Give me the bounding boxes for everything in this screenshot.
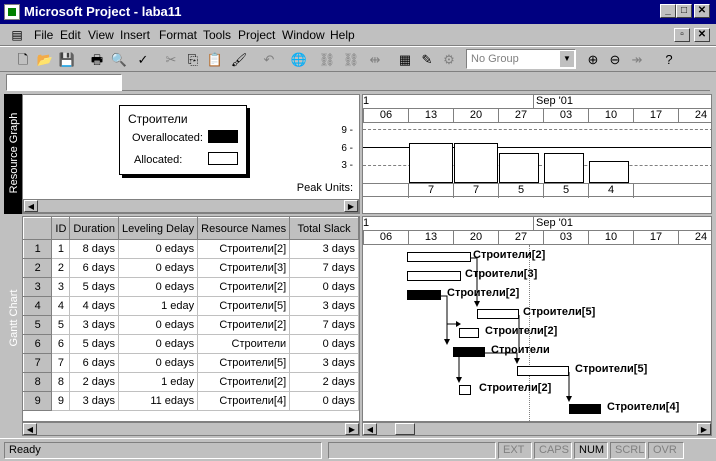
status-ready: Ready [4, 442, 322, 459]
cut-icon[interactable]: ✂ [165, 52, 177, 67]
split-task-icon[interactable]: ⇹ [369, 52, 381, 67]
menu-edit[interactable]: Edit [60, 28, 81, 42]
legend-title: Строители [128, 112, 188, 126]
peak-units-value: 4 [588, 184, 633, 198]
legend-overallocated-swatch [208, 130, 238, 143]
maximize-button[interactable]: □ [676, 4, 692, 18]
dependency-links [363, 217, 712, 422]
gantt-bar-label: Строители[2] [447, 287, 520, 299]
entry-field[interactable] [6, 74, 122, 91]
peak-units-label: Peak Units: [296, 182, 353, 194]
table-row[interactable]: 1 1 8 days 0 edays Строители[2] 3 days [24, 240, 359, 259]
menu-project[interactable]: Project [238, 28, 276, 42]
menu-window[interactable]: Window [282, 28, 325, 42]
undo-icon[interactable]: ↶ [263, 52, 275, 67]
menu-tools[interactable]: Tools [203, 28, 232, 42]
rg-timescale-top: 1 Sep '01 [363, 95, 712, 109]
peak-units-value: 7 [408, 184, 453, 198]
column-header-duration[interactable]: Duration [70, 218, 119, 240]
help-icon[interactable]: ? [665, 52, 673, 67]
gantt-bar-label: Строители[5] [575, 363, 648, 375]
group-select[interactable] [466, 49, 576, 69]
table-row[interactable]: 9 9 3 days 11 edays Строители[4] 0 days [24, 392, 359, 411]
allocation-bar [454, 143, 498, 183]
link-tasks-icon[interactable]: ⛓ [318, 52, 336, 67]
legend-overallocated-label: Overallocated: [132, 132, 203, 144]
format-painter-icon[interactable]: 🖌 [230, 52, 248, 67]
gantt-timescale-top: 1 Sep '01 [363, 217, 712, 231]
table-scrollbar[interactable] [22, 422, 360, 436]
table-row[interactable]: 3 3 5 days 0 edays Строители[2] 0 days [24, 278, 359, 297]
minimize-button[interactable]: _ [660, 4, 676, 18]
scroll-right-icon[interactable]: ▶ [697, 423, 711, 435]
doc-close-button[interactable]: ✕ [694, 28, 710, 42]
table-row[interactable]: 4 4 4 days 1 eday Строители[5] 3 days [24, 297, 359, 316]
resource-graph-view-label: Resource Graph [8, 112, 20, 194]
peak-units-value: 7 [453, 184, 498, 198]
menu-bar [0, 24, 716, 46]
column-header-resource-names[interactable]: Resource Names [198, 218, 290, 240]
status-num: NUM [574, 442, 608, 459]
scroll-left-icon[interactable]: ◀ [363, 423, 377, 435]
gantt-chart-view-bar[interactable] [4, 216, 22, 422]
title-bar [0, 0, 716, 24]
spelling-icon[interactable]: ✓ [137, 52, 149, 67]
status-scrl: SCRL [610, 442, 646, 459]
status-bar [0, 438, 716, 461]
close-button[interactable]: ✕ [694, 4, 710, 18]
menu-file[interactable]: File [34, 28, 54, 42]
y-tick-9: 9 - [341, 125, 353, 136]
open-folder-icon[interactable]: 📂 [36, 52, 54, 67]
assign-resources-icon[interactable]: ⚙ [443, 52, 455, 67]
print-icon[interactable]: 🖶 [90, 52, 104, 67]
save-icon[interactable]: 💾 [58, 52, 76, 67]
resource-graph-chart [362, 94, 712, 214]
peak-units-value: 5 [543, 184, 588, 198]
gantt-bar-label: Строители[3] [465, 268, 538, 280]
gantt-bar-label: Строители[2] [485, 325, 558, 337]
scroll-left-icon[interactable]: ◀ [23, 423, 37, 435]
gantt-scroll-thumb[interactable] [395, 423, 415, 435]
task-table [22, 216, 360, 422]
status-ext: EXT [498, 442, 532, 459]
menu-insert[interactable]: Insert [120, 28, 151, 42]
status-caps: CAPS [534, 442, 572, 459]
paste-icon[interactable]: 📋 [206, 52, 224, 67]
gantt-chart-view-label: Gantt Chart [8, 289, 20, 347]
copy-icon[interactable]: ⎘ [187, 52, 199, 67]
gantt-scrollbar[interactable] [362, 422, 712, 436]
menu-view[interactable]: View [88, 28, 114, 42]
allocation-bar [544, 153, 584, 183]
resource-legend-scrollbar[interactable] [23, 199, 359, 213]
peak-units-value: 5 [498, 184, 543, 198]
resource-graph-legend-pane [22, 94, 360, 214]
column-header-id[interactable]: ID [52, 218, 70, 240]
entry-bar [0, 72, 716, 94]
allocation-bar [499, 153, 539, 183]
standard-toolbar [0, 46, 716, 72]
gantt-timescale-days: 06 13 20 27 03 10 17 24 [363, 231, 712, 245]
chevron-down-icon[interactable]: ▼ [560, 51, 574, 67]
gantt-chart [362, 216, 712, 422]
table-row[interactable]: 2 2 6 days 0 edays Строители[3] 7 days [24, 259, 359, 278]
allocation-bar [409, 143, 453, 183]
row-number-header[interactable] [24, 218, 52, 240]
status-ovr: OVR [648, 442, 684, 459]
peak-units-row [363, 183, 712, 197]
new-file-icon[interactable]: 🗋 [17, 52, 29, 67]
scroll-right-icon[interactable]: ▶ [344, 200, 358, 212]
zoom-in-icon[interactable]: ⊕ [587, 52, 599, 67]
window-title: Microsoft Project - laba11 [24, 4, 182, 19]
rg-timescale-days: 06 13 20 27 03 10 17 24 [363, 109, 712, 123]
task-information-icon[interactable]: ▦ [398, 52, 412, 67]
menu-help[interactable]: Help [330, 28, 355, 42]
resource-legend [119, 105, 247, 175]
column-header-total-slack[interactable]: Total Slack [290, 218, 359, 240]
app-icon[interactable] [4, 4, 20, 20]
document-icon[interactable]: ▤ [11, 28, 23, 42]
task-notes-icon[interactable]: ✎ [421, 52, 433, 67]
goto-selected-task-icon[interactable]: ↠ [631, 52, 643, 67]
column-header-leveling-delay[interactable]: Leveling Delay [119, 218, 198, 240]
scroll-left-icon[interactable]: ◀ [24, 200, 38, 212]
doc-restore-button[interactable]: ▫ [674, 28, 690, 42]
legend-allocated-label: Allocated: [134, 154, 183, 166]
allocation-bar [589, 161, 629, 183]
gantt-bar-label: Строители[2] [473, 249, 546, 261]
table-row[interactable]: 6 6 5 days 0 edays Строители 0 days [24, 335, 359, 354]
gantt-bar-label: Строители[2] [479, 382, 552, 394]
group-select-value: No Group [471, 53, 519, 65]
table-row[interactable]: 8 8 2 days 1 eday Строители[2] 2 days [24, 373, 359, 392]
resource-graph-view-bar[interactable] [4, 94, 22, 214]
gantt-bar-label: Строители[5] [523, 306, 596, 318]
y-tick-6: 6 - [341, 143, 353, 154]
gantt-bar-label: Строители [491, 344, 550, 356]
table-row[interactable]: 5 5 3 days 0 edays Строители[2] 7 days [24, 316, 359, 335]
scroll-right-icon[interactable]: ▶ [345, 423, 359, 435]
legend-allocated-swatch [208, 152, 238, 165]
unlink-tasks-icon[interactable]: ⛓ [342, 52, 360, 67]
hyperlink-icon[interactable]: 🌐 [290, 52, 308, 67]
gantt-bar-label: Строители[4] [607, 401, 680, 413]
table-row[interactable]: 7 7 6 days 0 edays Строители[5] 3 days [24, 354, 359, 373]
y-tick-3: 3 - [341, 160, 353, 171]
table-header-row [24, 218, 359, 240]
print-preview-icon[interactable]: 🔍 [110, 52, 128, 67]
zoom-out-icon[interactable]: ⊖ [609, 52, 621, 67]
menu-format[interactable]: Format [159, 28, 198, 42]
